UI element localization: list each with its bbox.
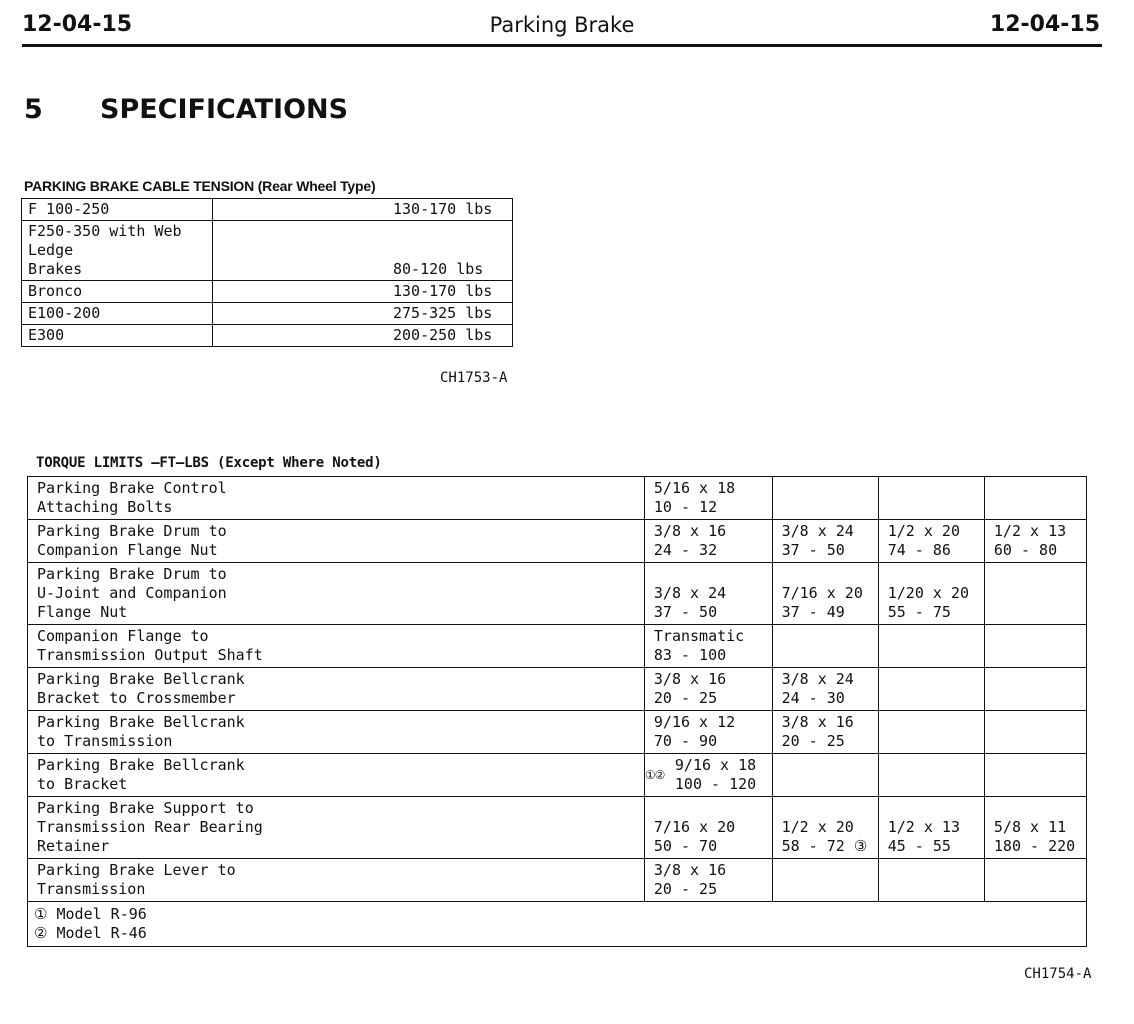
torque-spec-value: 3/8 x 16 20 - 25 [781,713,854,750]
table-row [28,477,1087,520]
fastener-description: Parking Brake Bellcrank to Transmission [28,711,645,754]
torque-spec-value: 1/2 x 20 58 - 72 ③ [781,818,868,855]
footnotes [28,902,1087,947]
table-row [22,325,513,347]
tension-value: 130-170 lbs [213,281,513,303]
torque-spec-cell [644,625,772,668]
torque-limits-caption: TORQUE LIMITS —FT—LBS (Except Where Noted) [36,455,382,471]
page-code-right: 12-04-15 [989,12,1100,37]
torque-spec-value: 9/16 x 18 100 - 120 [674,756,757,793]
torque-spec-cell [878,520,984,563]
torque-spec-cell [984,859,1086,902]
fastener-description: Parking Brake Bellcrank to Bracket [28,754,645,797]
torque-spec-cell [644,754,772,797]
table-row [28,711,1087,754]
fastener-description: Parking Brake Bellcrank Bracket to Crossmember [28,668,645,711]
table-row [22,221,513,281]
section-title: SPECIFICATIONS [100,94,349,125]
torque-spec-cell [772,797,878,859]
torque-spec-cell [772,859,878,902]
torque-spec-cell [772,520,878,563]
footnote-marker: ①② [644,768,665,782]
table-row [22,199,513,221]
table-row [28,754,1087,797]
page-code-left: 12-04-15 [22,12,133,37]
torque-spec-value: 5/8 x 11 180 - 220 [993,818,1076,855]
footnote: ① Model R-96 [34,905,147,923]
page-header [22,8,1102,47]
torque-spec-cell [878,563,984,625]
torque-spec-cell [984,711,1086,754]
torque-spec-cell [984,668,1086,711]
torque-spec-cell [772,668,878,711]
fastener-description: Parking Brake Drum to U-Joint and Companion Flange Nut [28,563,645,625]
torque-spec-value: 1/2 x 13 60 - 80 [993,522,1067,559]
fastener-description: Parking Brake Lever to Transmission [28,859,645,902]
vehicle-label: F 100-250 [22,199,213,221]
table-row [28,859,1087,902]
vehicle-label: E300 [22,325,213,347]
torque-spec-cell [878,797,984,859]
vehicle-label: E100-200 [22,303,213,325]
torque-spec-value: 5/16 x 18 10 - 12 [653,479,736,516]
torque-spec-value: 3/8 x 16 20 - 25 [653,861,727,898]
torque-spec-cell [644,668,772,711]
figure-code-cable: CH1753-A [440,370,508,386]
cable-tension-caption: PARKING BRAKE CABLE TENSION (Rear Wheel Type) [24,178,376,194]
vehicle-label: F250-350 with Web Ledge Brakes [22,221,213,281]
torque-spec-cell [878,711,984,754]
vehicle-label: Bronco [22,281,213,303]
tension-value: 130-170 lbs [213,199,513,221]
table-row [28,625,1087,668]
torque-spec-cell [984,797,1086,859]
torque-spec-value: 7/16 x 20 50 - 70 [653,818,736,855]
torque-spec-cell [644,797,772,859]
torque-spec-cell [644,520,772,563]
torque-spec-cell [772,711,878,754]
torque-spec-cell [772,563,878,625]
torque-spec-cell [772,754,878,797]
torque-spec-cell [772,477,878,520]
torque-spec-value: Transmatic 83 - 100 [653,627,745,664]
torque-spec-cell [878,754,984,797]
footnote: ② Model R-46 [34,924,147,942]
tension-value: 275-325 lbs [213,303,513,325]
torque-spec-cell [772,625,878,668]
torque-spec-cell [644,563,772,625]
torque-spec-value: 3/8 x 24 37 - 50 [781,522,854,559]
torque-spec-cell [878,477,984,520]
torque-spec-cell [878,859,984,902]
torque-spec-cell [878,625,984,668]
torque-spec-value: 9/16 x 12 70 - 90 [653,713,736,750]
torque-spec-cell [984,563,1086,625]
torque-spec-value: 1/2 x 13 45 - 55 [887,818,960,855]
torque-spec-value: 3/8 x 16 20 - 25 [653,670,727,707]
table-row [22,303,513,325]
fastener-description: Companion Flange to Transmission Output Shaft [28,625,645,668]
torque-spec-cell [644,711,772,754]
torque-spec-value: 1/2 x 20 74 - 86 [887,522,960,559]
torque-spec-cell [984,477,1086,520]
torque-spec-value: 1/20 x 20 55 - 75 [887,584,970,621]
torque-spec-cell [878,668,984,711]
fastener-description: Parking Brake Control Attaching Bolts [28,477,645,520]
torque-spec-cell [984,520,1086,563]
footnote-row [28,902,1087,947]
fastener-description: Parking Brake Support to Transmission Rear Bearing Retainer [28,797,645,859]
torque-spec-cell [644,859,772,902]
torque-spec-cell [984,754,1086,797]
torque-spec-cell [644,477,772,520]
torque-spec-cell [984,625,1086,668]
section-heading [24,94,348,125]
table-row [28,520,1087,563]
table-row [22,281,513,303]
cable-tension-table [21,198,513,347]
torque-spec-value: 7/16 x 20 37 - 49 [781,584,863,621]
fastener-description: Parking Brake Drum to Companion Flange Nut [28,520,645,563]
section-number: 5 [24,94,43,125]
torque-spec-value: 3/8 x 24 37 - 50 [653,584,727,621]
torque-limits-table [27,476,1087,947]
torque-spec-value: 3/8 x 16 24 - 32 [653,522,727,559]
table-row [28,563,1087,625]
figure-code-torque: CH1754-A [1024,966,1092,982]
table-row [28,668,1087,711]
torque-spec-value: 3/8 x 24 24 - 30 [781,670,854,707]
page-title: Parking Brake [489,13,635,37]
tension-value: 200-250 lbs [213,325,513,347]
tension-value: 80-120 lbs [213,221,513,281]
table-row [28,797,1087,859]
